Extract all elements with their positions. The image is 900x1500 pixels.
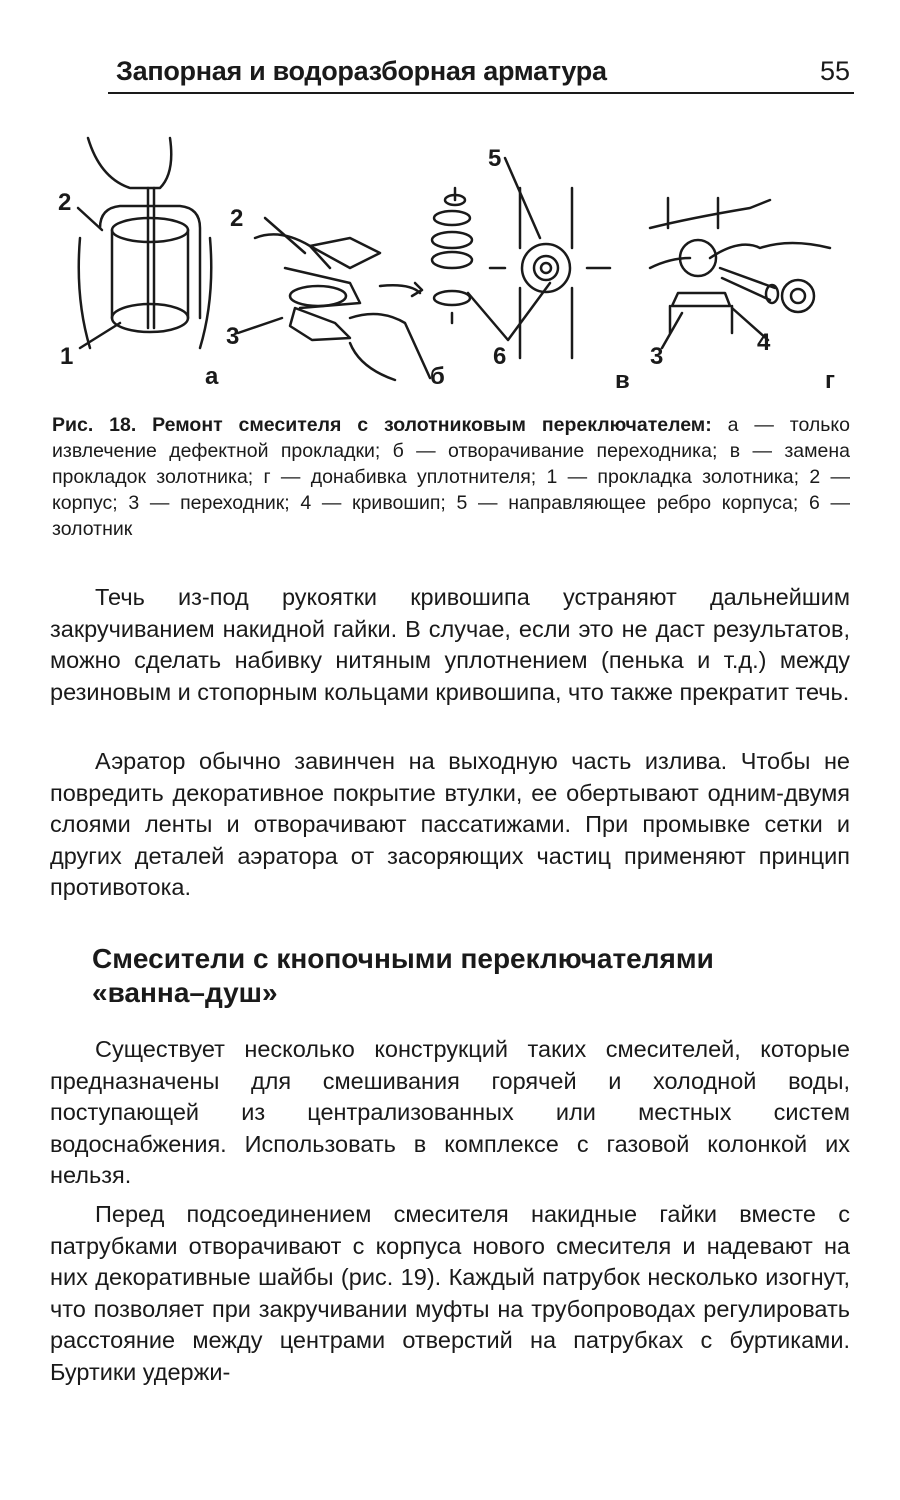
paragraph-aerator: Аэратор обычно завинчен на выходную часть излива. Чтобы не повредить декоративное покрытие втулки, ее обертывают одним-двумя слоями ленты и отворачивают пассатижами. При промывке сетки и других деталей аэратора от засоряющих частиц применяют принцип противотока. xyxy=(50,748,850,900)
figure-18 xyxy=(50,118,860,398)
caption-body: а — только извлечение дефектной прокладки; б — отворачивание переходника; в — замена прокладок золотника; г — донабивка уплотнителя; 1 — прокладка золотника; 2 — корпус; 3 — переходник; 4 — кривошип; 5 — направляющее ребро корпуса; 6 — золотник xyxy=(52,414,850,540)
figure-caption xyxy=(52,412,850,542)
label-b-3: 3 xyxy=(226,323,240,350)
mixer-repair-illustration xyxy=(50,118,860,398)
paragraph-handle-leak: Течь из-под рукоятки кривошипа устраняют дальнейшим закручиванием накидной гайки. В случае, если это не даст результатов, можно сделать набивку нитяным уплотнением (пенька и т.д.) между резиновым и стопорным кольцами кривошипа, что также прекратит течь. xyxy=(50,584,850,705)
label-g-letter: г xyxy=(825,367,835,394)
label-b-letter: б xyxy=(430,363,445,390)
label-a-1: 1 xyxy=(60,343,74,370)
caption-lead: Рис. 18. Ремонт смесителя с золотниковым переключателем: xyxy=(52,414,712,436)
label-v-5: 5 xyxy=(488,145,502,172)
paragraph-mixer-types: Существует несколько конструкций таких смесителей, которые предназначены для смешивания горячей и холодной воды, поступающей из централизованных или местных систем водоснабжения. Использовать в комплексе с газовой колонкой их нельзя. xyxy=(50,1036,850,1188)
label-a-2: 2 xyxy=(58,189,72,216)
label-a-letter: а xyxy=(205,363,219,390)
paragraph-mixer-install: Перед подсоединением смесителя накидные гайки вместе с патрубками отворачивают с корпуса нового смесителя и надевают на них декоративные шайбы (рис. 19). Каждый патрубок несколько изогнут, что позволяет при закручивании муфты на трубопроводах регулировать расстояние между центрами отверстий на патрубках с буртиками. Буртики удержи- xyxy=(50,1201,850,1385)
label-v-6: 6 xyxy=(493,343,507,370)
page-number: 55 xyxy=(819,56,850,86)
panel-v-drawing xyxy=(432,158,610,358)
label-g-3: 3 xyxy=(650,343,664,370)
panel-g-drawing xyxy=(650,198,830,348)
page-header xyxy=(108,52,854,94)
label-g-4: 4 xyxy=(757,329,771,356)
label-v-letter: в xyxy=(615,367,630,394)
label-b-2: 2 xyxy=(230,205,244,232)
panel-a-drawing xyxy=(78,138,211,348)
running-title: Запорная и водоразборная арматура xyxy=(116,56,607,86)
section-heading: Смесители с кнопочными переключателями «ванна–душ» xyxy=(92,943,714,1008)
panel-b-drawing xyxy=(238,218,430,380)
